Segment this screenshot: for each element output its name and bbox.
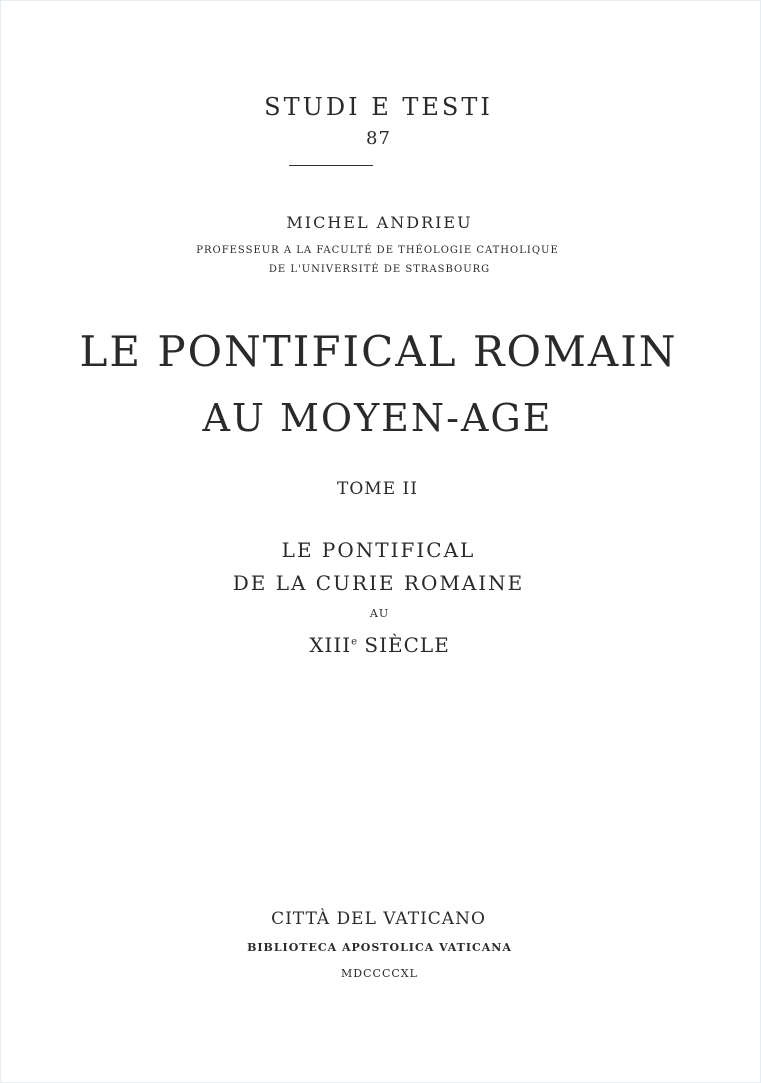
subtitle-line2: DE LA CURIE ROMAINE [232, 571, 525, 595]
century-suffix: e [351, 636, 358, 648]
book-title-line1: LE PONTIFICAL ROMAIN [79, 327, 678, 376]
book-title-line2: AU MOYEN-AGE [202, 396, 553, 440]
subtitle-line3: AU [369, 607, 390, 620]
series-number: 87 [366, 128, 391, 149]
subtitle-line1: LE PONTIFICAL [281, 538, 476, 562]
imprint-publisher: BIBLIOTECA APOSTOLICA VATICANA [247, 941, 512, 954]
century-numeral: XIII [309, 633, 352, 657]
volume-label: TOME II [337, 479, 418, 499]
author-affiliation-line2: DE L'UNIVERSITÉ DE STRASBOURG [268, 264, 491, 275]
author-affiliation-line1: PROFESSEUR A LA FACULTÉ DE THÉOLOGIE CATHOLIQUE [196, 245, 559, 256]
author-name: MICHEL ANDRIEU [286, 213, 473, 232]
century-word: SIÈCLE [364, 633, 450, 657]
subtitle-century [0, 633, 759, 657]
separator-rule [289, 165, 373, 166]
imprint-year: MDCCCCXL [341, 967, 418, 980]
imprint-place: CITTÀ DEL VATICANO [271, 909, 486, 929]
series-title: STUDI E TESTI [264, 93, 493, 121]
